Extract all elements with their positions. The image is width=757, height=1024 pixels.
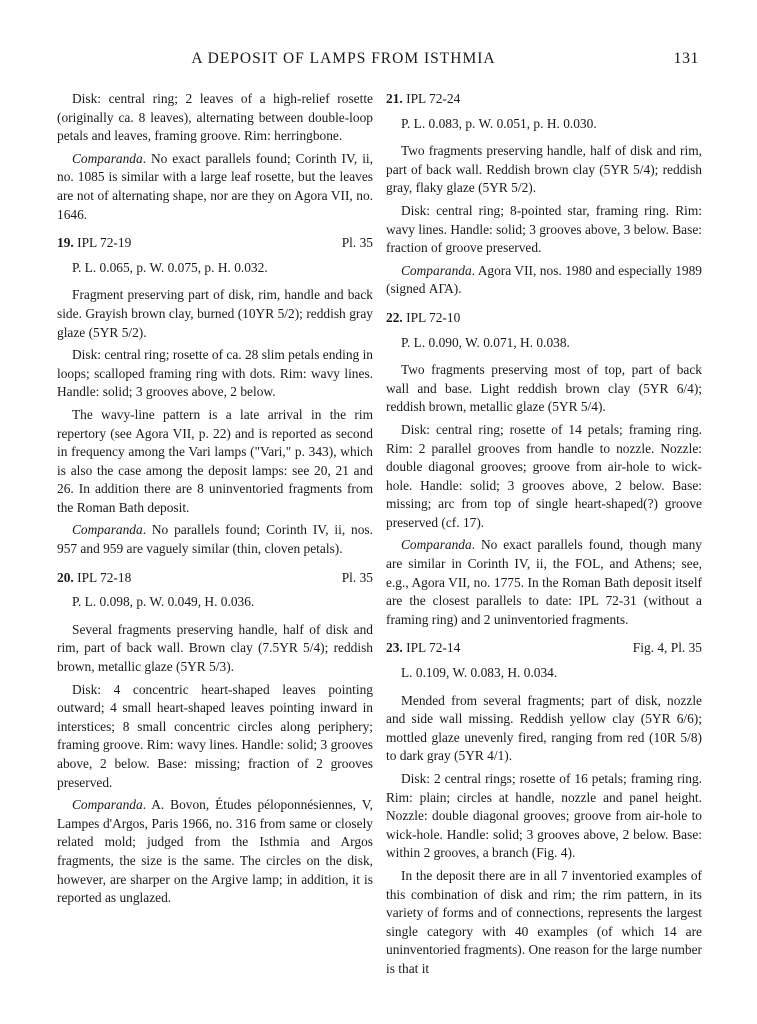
entry-19-disk: Disk: central ring; rosette of ca. 28 slim petals ending in loops; scalloped framing ring with dots. Rim: wavy lines. Handle: solid; 3 grooves above, 2 below. bbox=[57, 347, 373, 400]
entry-21-description: Two fragments preserving handle, half of disk and rim, part of back wall. Reddish brown clay (5YR 5/4); reddish gray, flaky glaze (5YR 5/2). bbox=[386, 143, 702, 196]
entry-22-heading bbox=[386, 309, 702, 328]
page-number: 131 bbox=[673, 50, 699, 67]
left-column bbox=[57, 90, 373, 912]
entry-23-description: Mended from several fragments; part of disk, nozzle and side wall missing. Reddish yellow clay (5YR 6/6); mottled glaze unevenly fired, ranging from red (10R 5/8) to dark gray (5YR 4/1). bbox=[386, 692, 702, 764]
comparanda-text: . No parallels found; Corinth IV, ii, nos. 957 and 959 are vaguely similar (thin, cloven petals). bbox=[57, 522, 373, 557]
entry-21-dimensions: P. L. 0.083, p. W. 0.051, p. H. 0.030. bbox=[401, 115, 597, 131]
right-column bbox=[386, 90, 702, 983]
comparanda-label: Comparanda bbox=[401, 537, 472, 553]
inventory-id: IPL 72-19 bbox=[77, 235, 132, 251]
entry-number: 22. bbox=[386, 309, 403, 325]
entry-19-dimensions: P. L. 0.065, p. W. 0.075, p. H. 0.032. bbox=[72, 259, 268, 275]
entry-number: 19. bbox=[57, 235, 74, 251]
inventory-id: IPL 72-14 bbox=[406, 640, 461, 656]
entry-20-heading bbox=[57, 569, 373, 588]
inventory-id: IPL 72-24 bbox=[406, 91, 461, 106]
entry-19-comparanda bbox=[57, 521, 373, 558]
comparanda-text: . No exact parallels found, though many are similar in Corinth IV, ii, the FOL, and Athens; see, e.g., Agora VII, no. 1775. In the Roman Bath deposit itself are the closest parallels to date: IPL 72-31 (without a framing ring) and 2 uninventoried fragments. bbox=[386, 537, 702, 627]
comparanda-text: . No exact parallels found; Corinth IV, ii, no. 1085 is similar with a large leaf rosette, but the leaves are not of alternating shape, nor are they on Agora VII, no. 1646. bbox=[57, 150, 373, 222]
entry-number: 21. bbox=[386, 91, 403, 106]
entry-19-discussion: The wavy-line pattern is a late arrival in the rim repertory (see Agora VII, p. 22) and is reported as second in frequency among the Vari lamps ("Vari," p. 343), which is also the case among the deposit lamps: see 20, 21 and 26. In addition there are 8 uninventoried fragments from the Roman Bath deposit. bbox=[57, 406, 373, 515]
entry-18-comparanda bbox=[57, 150, 373, 224]
entry-18-disk-text: Disk: central ring; 2 leaves of a high-relief rosette (originally ca. 8 leaves), alternating between double-loop petals and leaves, framing groove. Rim: herringbone. bbox=[57, 91, 373, 144]
entry-21-disk: Disk: central ring; 8-pointed star, framing ring. Rim: wavy lines. Handle: solid; 3 grooves above, 3 below. Base: fraction of groove preserved. bbox=[386, 202, 702, 256]
entry-22-dimensions: P. L. 0.090, W. 0.071, H. 0.038. bbox=[401, 334, 570, 350]
comparanda-label: Comparanda bbox=[72, 150, 143, 166]
comparanda-text: . A. Bovon, Études péloponnésiennes, V, Lampes d'Argos, Paris 1966, no. 316 from same or closely related mold; judged from the Isthmia and Argos fragments, the size is the same. The circles on the disk, however, are sharper on the Argive lamp; in addition, it is reported as unglazed. bbox=[57, 797, 373, 906]
entry-19-heading bbox=[57, 234, 373, 253]
entry-22-comparanda bbox=[386, 536, 702, 629]
entry-22-disk: Disk: central ring; rosette of 14 petals; framing ring. Rim: 2 parallel grooves from handle to nozzle. Nozzle: double diagonal grooves; groove from air-hole to wick-hole. Handle: solid; 3 grooves above, 2 below. Base: missing; arc from top of single heart-shaped(?) groove preserved (cf. 17). bbox=[386, 421, 702, 530]
entry-20-dimensions: P. L. 0.098, p. W. 0.049, H. 0.036. bbox=[72, 594, 255, 610]
comparanda-label: Comparanda bbox=[401, 262, 472, 278]
inventory-id: IPL 72-18 bbox=[77, 569, 132, 585]
entry-23-heading bbox=[386, 639, 702, 658]
entry-number: 23. bbox=[386, 640, 403, 656]
comparanda-label: Comparanda bbox=[72, 522, 143, 538]
entry-20-description: Several fragments preserving handle, half of disk and rim, part of back wall. Brown clay (7.5YR 5/4); reddish brown, metallic glaze (5YR 5/3). bbox=[57, 621, 373, 675]
inventory-id: IPL 72-10 bbox=[406, 309, 461, 325]
running-header bbox=[58, 50, 699, 76]
comparanda-text: . Agora VII, nos. 1980 and especially 1989 (signed ΑΓΑ). bbox=[386, 262, 702, 297]
running-title: A DEPOSIT OF LAMPS FROM ISTHMIA bbox=[191, 50, 496, 67]
entry-number: 20. bbox=[57, 569, 74, 585]
entry-23-discussion: In the deposit there are in all 7 inventoried examples of this combination of disk and rim; the rim pattern, in its variety of forms and of connections, represents the largest single category with 40 examples (of which 14 are uninventoried fragments). One reason for the large number is that it bbox=[386, 867, 702, 976]
entry-20-disk: Disk: 4 concentric heart-shaped leaves pointing outward; 4 small heart-shaped leaves pointing inward in interstices; 8 small concentric circles along periphery; framing groove. Rim: wavy lines. Handle: solid; 3 grooves above, 2 below. Base: missing; fraction of 2 grooves preserved. bbox=[57, 681, 373, 790]
plate-reference: Fig. 4, Pl. 35 bbox=[632, 640, 702, 656]
entry-20-comparanda bbox=[57, 796, 373, 908]
entry-23-dimensions: L. 0.109, W. 0.083, H. 0.034. bbox=[401, 665, 558, 681]
comparanda-label: Comparanda bbox=[72, 797, 143, 813]
plate-reference: Pl. 35 bbox=[341, 569, 373, 585]
entry-21-comparanda bbox=[386, 262, 702, 299]
plate-reference: Pl. 35 bbox=[341, 235, 373, 251]
entry-22-description: Two fragments preserving most of top, part of back wall and base. Light reddish brown clay (5YR 6/4); reddish brown, metallic glaze (5YR 5/4). bbox=[386, 362, 702, 415]
entry-19-description: Fragment preserving part of disk, rim, handle and back side. Grayish brown clay, burned (10YR 5/2); reddish gray glaze (5YR 5/2). bbox=[57, 287, 373, 340]
entry-21-heading bbox=[386, 90, 702, 109]
entry-23-disk: Disk: 2 central rings; rosette of 16 petals; framing ring. Rim: plain; circles at handle, nozzle and panel height. Nozzle: double diagonal grooves; groove from air-hole to wick-hole. Handle: solid; 3 grooves above, 2 below. Base: within 2 grooves, a branch (Fig. 4). bbox=[386, 771, 702, 861]
